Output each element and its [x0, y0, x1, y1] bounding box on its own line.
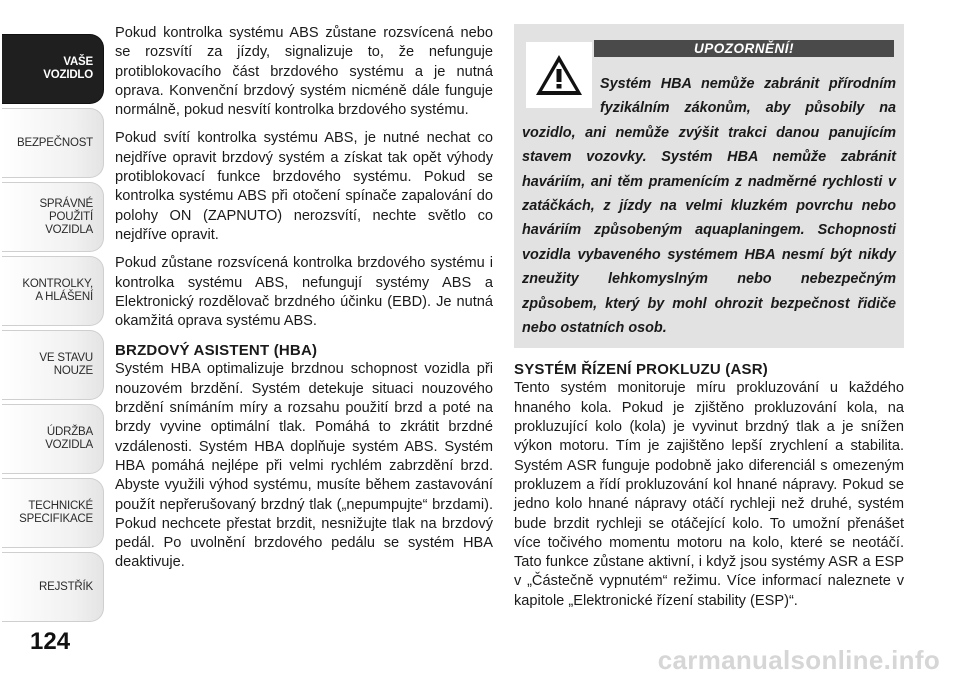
tab-technicke-specifikace[interactable]	[2, 478, 104, 548]
tab-label: REJSTŘÍK	[39, 580, 93, 593]
tab-label: VE STAVU NOUZE	[39, 352, 93, 377]
warning-title: UPOZORNĚNÍ!	[594, 40, 894, 57]
warning-triangle-icon	[526, 42, 592, 108]
tab-label: ÚDRŽBA VOZIDLA	[45, 426, 93, 451]
tab-kontrolky-a-hlaseni[interactable]	[2, 256, 104, 326]
tab-ve-stavu-nouze[interactable]	[2, 330, 104, 400]
paragraph-abs-repair: Pokud svítí kontrolka systému ABS, je nutné nechat co nejdříve opravit brzdový systém a získat tak opět výhody protiblokovací funkce brzdového systému. Pokud se kontrolka systému ABS při otočení spínače zapalování do polohy ON (ZAPNUTO) nerozsvítí, nechte světlo co nejdříve opravit.	[115, 130, 493, 243]
paragraph-abs-ebd: Pokud zůstane rozsvícená kontrolka brzdového systému i kontrolka systému ABS, nefungují systémy ABS a Elektronický rozdělovač brzdného účinku (EBD). Je nutná okamžitá oprava systému ABS.	[115, 255, 493, 330]
section-heading-hba: BRZDOVÝ ASISTENT (HBA)	[115, 342, 318, 360]
tab-rejstrik[interactable]	[2, 552, 104, 622]
tab-udrzba-vozidla[interactable]	[2, 404, 104, 474]
tab-label: SPRÁVNÉ POUŽITÍ VOZIDLA	[39, 197, 93, 236]
warning-box	[514, 24, 904, 348]
left-column	[115, 24, 493, 582]
sidebar-nav	[0, 0, 106, 678]
tab-label: VAŠE VOZIDLO	[43, 56, 93, 81]
right-column	[514, 24, 904, 620]
tab-label: TECHNICKÉ SPECIFIKACE	[19, 500, 93, 525]
paragraph-hba: Systém HBA optimalizuje brzdnou schopnost vozidla při nouzovém brzdění. Systém detekuje situaci nouzového brzdění snímáním míry a rozsahu použití brzd a poté na brzdy vyvine optimální tlak. Pomáhá to zkrátit brzdné vzdálenosti. Systém HBA doplňuje systém ABS. Systém HBA pomáhá nejlépe při velmi rychlém zabrzdění brzd. Abyste využili výhod systému, musíte během zastavování použít nepřerušovaný brzdný tlak („nepumpujte“ brzdami). Pokud nechcete přestat brzdit, nesnižujte tlak na brzdový pedál. Po uvolnění brzdového pedálu se systém HBA deaktivuje.	[115, 361, 493, 571]
watermark: carmanualsonline.info	[657, 645, 940, 675]
tab-label: KONTROLKY, A HLÁŠENÍ	[22, 278, 93, 303]
paragraph-asr: Tento systém monitoruje míru prokluzování u každého hnaného kola. Pokud je zjištěno prokluzování kola, na prokluzující kolo (kola) je vyvinut brzdný tlak a je snížen výkon motoru. Tím je zajištěno lepší zrychlení a stabilita. Systém ASR funguje podobně jako diferenciál s omezeným prokluzem a řídí prokluzování kol hnané nápravy. Pokud se jedno kolo hnané nápravy otáčí rychleji než druhé, systém bude brzdit rychleji se otáčející kolo. To umožní přenášet více točivého momentu motoru na kolo, které se neotáčí. Tato funkce zůstane aktivní, i když jsou systémy ASR a ESP v „Částečně vypnutém“ režimu. Více informací naleznete v kapitole „Elektronické řízení stability (ESP)“.	[514, 380, 904, 609]
tab-spravne-pouziti-vozidla[interactable]	[2, 182, 104, 252]
section-heading-asr: SYSTÉM ŘÍZENÍ PROKLUZU (ASR)	[514, 361, 768, 379]
tab-label: BEZPEČNOST	[17, 136, 93, 149]
warning-text: Systém HBA nemůže zabránit přírodním fyzikálním zákonům, aby působily na vozidlo, ani nemůže zvýšit trakci danou panujícím stavem vozovky. Systém HBA nemůže zabránit haváriím, ani těm pramenícím z nadměrné rychlosti v zatáčkách, z jízdy na velmi kluzkém povrchu nebo haváriím způsobeným aquaplaningem. Schopnosti vozidla vybaveného systémem HBA nesmí být nikdy zneužity lehkomyslným nebo nebezpečným způsobem, který by mohl ohrozit bezpečnost řidiče nebo ostatních osob.	[522, 76, 896, 337]
page-number: 124	[30, 628, 71, 655]
tab-bezpecnost[interactable]	[2, 108, 104, 178]
paragraph-abs-warning-light: Pokud kontrolka systému ABS zůstane rozsvícená nebo se rozsvítí za jízdy, signalizuje to, že nefunguje protiblokovacího část brzdového systému a je nutná oprava. Konvenční brzdový systém nicméně dále funguje normálně, pokud nesvítí kontrolka brzdového systému.	[115, 25, 493, 119]
tab-vase-vozidlo[interactable]	[2, 34, 104, 104]
